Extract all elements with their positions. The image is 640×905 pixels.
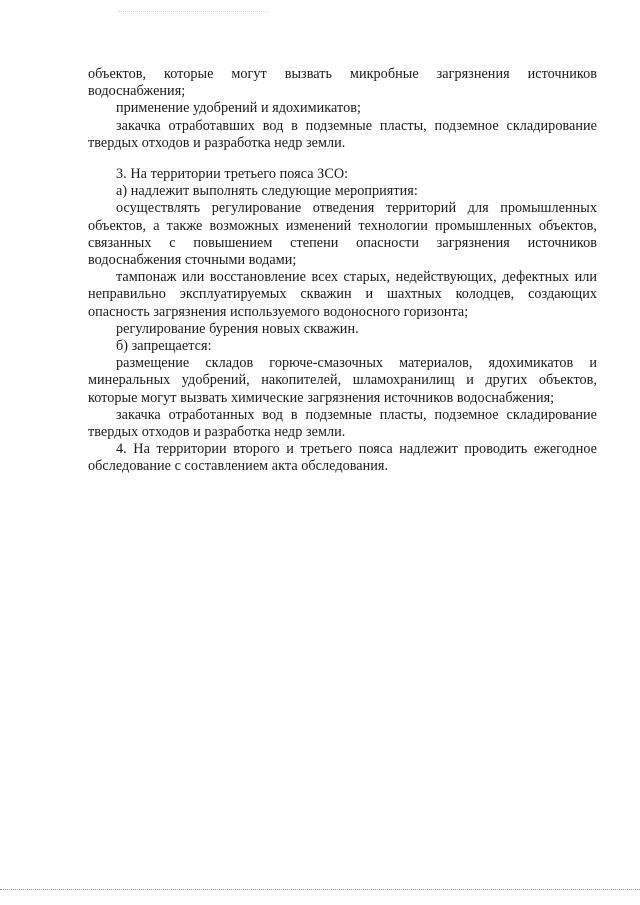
paragraph-injection-waste-2: закачка отработанных вод в подземные пласты, подземное складирование твердых отходов и разработка недр земли. [88, 406, 597, 441]
scan-artifact [118, 11, 268, 16]
subsection-a: а) надлежит выполнять следующие мероприятия: [116, 183, 418, 200]
section-heading-3: 3. На территории третьего пояса ЗСО: [116, 166, 349, 183]
paragraph-storage-prohibited: размещение складов горюче-смазочных материалов, ядохимикатов и минеральных удобрений, накопителей, шламохранилищ и других объектов, которые могут вызвать химические загрязнения источников водоснабжения; [88, 355, 597, 406]
page-bottom-border [0, 889, 640, 890]
paragraph-gap [88, 152, 597, 166]
paragraph-regulation-territories: осуществлять регулирование отведения территорий для промышленных объектов, а также возможных изменений технологии промышленных объектов, связанных с повышением степени опасности загрязнения источников водоснабжения сточными водами; [88, 200, 597, 269]
subsection-b: б) запрещается: [116, 338, 212, 355]
section-4-annual-survey: 4. На территории второго и третьего пояса надлежит проводить ежегодное обследование с составлением акта обследования. [88, 441, 597, 475]
paragraph-plugging-wells: тампонаж или восстановление всех старых, недействующих, дефектных или неправильно эксплуатируемых скважин и шахтных колодцев, создающих опасность загрязнения используемого водоносного горизонта; [88, 269, 597, 320]
paragraph-injection-waste-1: закачка отработавших вод в подземные пласты, подземное складирование твердых отходов и разработка недр земли. [88, 117, 597, 151]
document-body [88, 66, 597, 476]
paragraph-objects-microbial: объектов, которые могут вызвать микробные загрязнения источников водоснабжения; [88, 66, 597, 100]
paragraph-fertilizers: применение удобрений и ядохимикатов; [116, 100, 361, 117]
paragraph-new-wells: регулирование бурения новых скважин. [116, 320, 359, 337]
